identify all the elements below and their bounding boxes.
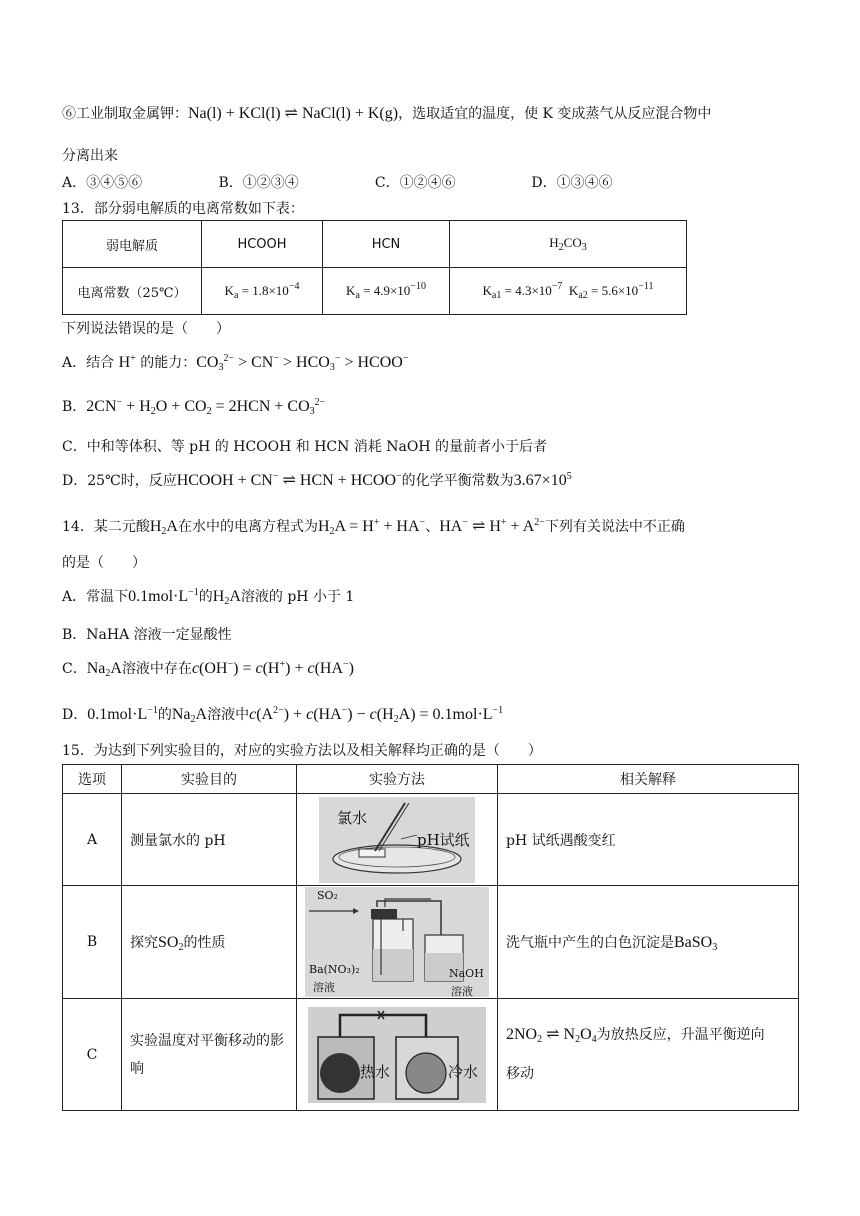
q13-col-hcooh: HCOOH — [202, 221, 323, 268]
q15-row-c-option[interactable]: C — [63, 999, 122, 1111]
table-row — [63, 999, 799, 1111]
gas-wash-label-ba-no3: Ba(NO₃)₂ — [309, 963, 360, 976]
q14-stem: 14．某二元酸$H_2A$在水中的电离方程式为$H_2A = H^+ + HA^-$、HA− ⇌ $H^+ + A^{2-}$下列有关说法中不正确 — [62, 517, 685, 537]
q13-stem: 13．部分弱电解质的电离常数如下表： — [62, 201, 304, 217]
no2-photo-label-cold-water: 冷水 — [448, 1062, 479, 1081]
q13-option-c[interactable]: C．中和等体积、等 pH 的 HCOOH 和 HCN 消耗 NaOH 的量前者小于后者 — [62, 439, 548, 455]
q13-option-d[interactable]: D．25℃时，反应HCOOH + CN− ⇌ HCN + HCOO−的化学平衡常数为$3.67\times 10^5$ — [62, 471, 572, 489]
q12-option-b[interactable]: B．①②③④ — [218, 175, 299, 191]
gas-wash-label-solution-1: 溶液 — [313, 981, 335, 994]
ph-photo-label-ph-paper: pH试纸 — [417, 830, 470, 849]
q15-row-b-option[interactable]: B — [63, 886, 122, 999]
q14-stem-suffix: 下列有关说法中不正确 — [544, 519, 685, 535]
q14-option-a-suffix: 溶液的 pH 小于 1 — [240, 589, 355, 605]
q15-row-c-explanation-mid: 为放热反应，升温平衡逆向 — [596, 1027, 765, 1043]
q14-option-d-mid: 的 — [157, 707, 172, 723]
table-row — [63, 794, 799, 886]
q13-ka-h2co3: $K_{a1} = 4.3\times 10^{-7}$ $K_{a2} = 5.6\times 10^{-11}$ — [450, 268, 687, 315]
q15-row-b-purpose: 探究$SO_2$的性质 — [122, 886, 297, 999]
q13-question: 下列说法错误的是（ ） — [62, 321, 230, 337]
q13-col-hcn: HCN — [323, 221, 450, 268]
q13-option-a-mid: 的能力： — [140, 355, 197, 371]
q15-header-purpose: 实验目的 — [122, 765, 297, 794]
q12-options — [62, 172, 683, 192]
q15-experiment-table — [62, 764, 799, 1111]
q15-stem: 15．为达到下列实验目的，对应的实验方法以及相关解释均正确的是（ ） — [62, 743, 542, 759]
q13-option-a[interactable]: A．结合 H+ 的能力：$CO_3^{2-} > CN^- > HCO_3^-$ > HCOO− — [62, 353, 409, 373]
gas-wash-label-naoh: NaOH — [449, 967, 484, 980]
ph-photo-label-chlorine-water: 氯水 — [337, 808, 368, 827]
ph-test-photo — [319, 797, 475, 883]
q15-header-explanation: 相关解释 — [498, 765, 799, 794]
q14-stem-mid: 在水中的电离方程式为 — [177, 519, 318, 535]
q14-option-a-prefix: A．常温下 — [62, 589, 129, 605]
table-row — [63, 886, 799, 999]
q15-row-b-purpose-prefix: 探究 — [130, 934, 158, 951]
q13-header-label: 弱电解质 — [63, 221, 202, 268]
q14-stem-prefix: 14．某二元酸 — [62, 519, 150, 535]
q14-option-a[interactable]: A．常温下$0.1mol\cdot L^{-1}$的$H_2A$溶液的 pH 小于 1 — [62, 587, 355, 607]
q15-row-b-explanation: 洗气瓶中产生的白色沉淀是BaSO$_3$ — [498, 886, 799, 999]
q13-col-h2co3: $H_2CO_3$ — [450, 221, 687, 268]
q13-option-b[interactable]: B．$2CN^- + H_2O + CO_2 = 2HCN + CO_3^{2-}$ — [62, 397, 326, 417]
q12-line1-suffix: ，选取适宜的温度，使 K 变成蒸气从反应混合物中 — [398, 106, 712, 122]
q13-option-d-prefix: D．25℃时，反应 — [62, 473, 177, 489]
q15-row-b-explanation-prefix: 洗气瓶中产生的白色沉淀是 — [506, 934, 674, 951]
q15-row-b-purpose-suffix: 的性质 — [183, 934, 226, 951]
q13-option-d-mid: 的化学平衡常数为 — [401, 473, 514, 489]
q15-row-a-explanation: pH 试纸遇酸变红 — [498, 794, 799, 886]
q15-header-method: 实验方法 — [297, 765, 498, 794]
q13-constants-table — [62, 220, 687, 315]
q14-option-b[interactable]: B．NaHA 溶液一定显酸性 — [62, 627, 232, 643]
no2-photo-label-hot-water: 热水 — [360, 1062, 391, 1081]
q12-option-a[interactable]: A．③④⑤⑥ — [62, 175, 143, 191]
table-row — [63, 221, 687, 268]
q13-ka-hcooh: $K_a = 1.8\times 10^{-4}$ — [202, 268, 323, 315]
gas-wash-label-solution-2: 溶液 — [451, 985, 473, 997]
gas-wash-label-so2: SO₂ — [317, 889, 338, 902]
table-row — [63, 268, 687, 315]
q15-row-c-explanation: $2NO_2$ ⇌ $N_2O_4$为放热反应，升温平衡逆向 移动 — [498, 999, 799, 1111]
q15-row-c-method — [297, 999, 498, 1111]
q12-line2: 分离出来 — [62, 148, 118, 164]
q15-row-c-purpose: 实验温度对平衡移动的影响 — [122, 999, 297, 1111]
q12-line1 — [62, 103, 711, 123]
q14-option-d-mid2: 溶液中 — [207, 707, 250, 723]
q14-stem-line2: 的是（ ） — [62, 555, 146, 571]
q15-row-a-purpose: 测量氯水的 pH — [122, 794, 297, 886]
q15-row-a-option[interactable]: A — [63, 794, 122, 886]
q13-row-label: 电离常数（25℃） — [63, 268, 202, 315]
q13-option-a-prefix: A．结合 — [62, 355, 115, 371]
q14-option-c[interactable]: C．$Na_2A$溶液中存在c(OH−) = c(H+) + c(HA−) — [62, 659, 354, 679]
q14-option-d[interactable]: D．$0.1mol\cdot L^{-1}$的$Na_2A$溶液中$c(A^{2-}) + c(HA^-) - c(H_2A) = 0.1mol\cdot L^{-1}$ — [62, 705, 504, 725]
q14-option-a-mid: 的 — [198, 589, 213, 605]
q12-option-d[interactable]: D．①③④⑥ — [531, 175, 613, 191]
q12-line1-prefix: ⑥工业制取金属钾： — [62, 106, 188, 122]
q15-row-c-explanation-line2: 移动 — [506, 1066, 534, 1082]
no2-equilibrium-photo — [308, 1007, 486, 1103]
q14-option-d-prefix: D． — [62, 707, 88, 723]
q12-option-c[interactable]: C．①②④⑥ — [374, 175, 456, 191]
q13-option-b-prefix: B． — [62, 399, 87, 415]
q14-option-c-prefix: C． — [62, 661, 87, 677]
q15-row-a-method — [297, 794, 498, 886]
q15-row-b-method — [297, 886, 498, 999]
q15-header-option: 选项 — [63, 765, 122, 794]
q13-ka-hcn: $K_a = 4.9\times 10^{-10}$ — [323, 268, 450, 315]
q12-equation: Na(l) + KCl(l) ⇌ NaCl(l) + K(g) — [188, 105, 399, 122]
table-row — [63, 765, 799, 794]
q14-option-c-mid: 溶液中存在 — [121, 661, 192, 677]
gas-wash-photo — [305, 887, 489, 997]
